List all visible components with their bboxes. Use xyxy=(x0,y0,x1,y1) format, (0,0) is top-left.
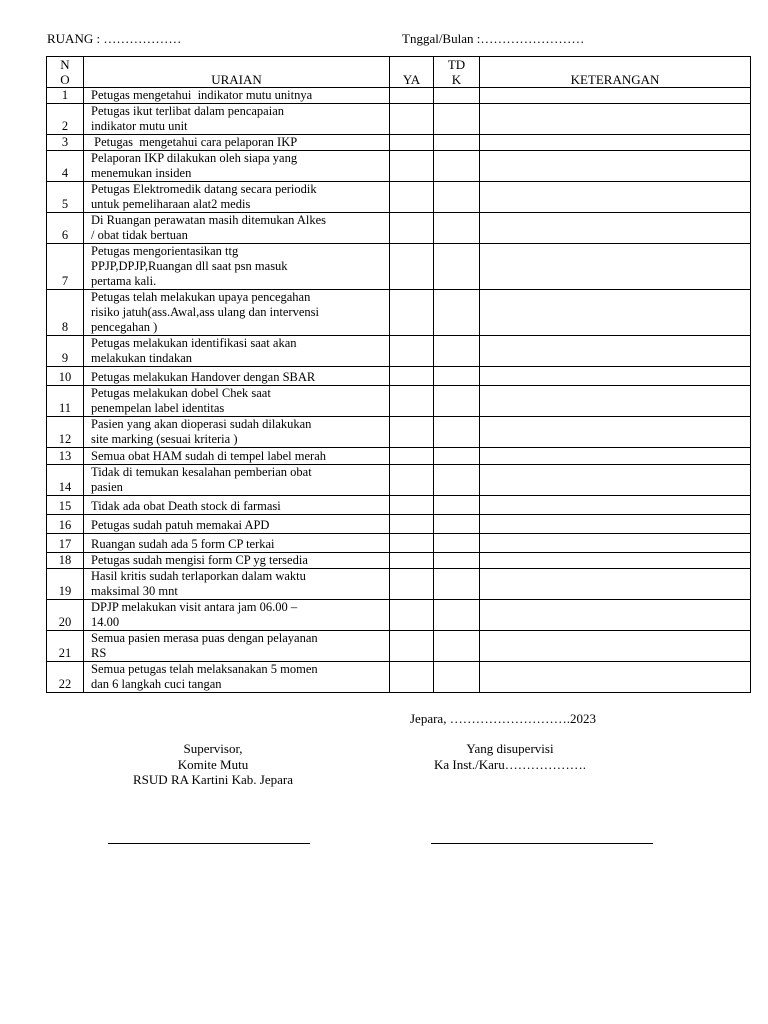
table-row xyxy=(47,104,751,135)
uraian-line: melakukan tindakan xyxy=(91,351,193,365)
uraian-line: Pasien yang akan dioperasi sudah dilakukan xyxy=(91,417,312,431)
row-uraian xyxy=(84,534,390,553)
uraian-line: Petugas melakukan dobel Chek saat xyxy=(91,386,271,400)
table-row xyxy=(47,496,751,515)
uraian-line: Semua petugas telah melaksanakan 5 momen xyxy=(91,662,318,676)
table-row xyxy=(47,515,751,534)
row-uraian xyxy=(84,662,390,693)
row-ya-cell[interactable] xyxy=(390,88,434,104)
uraian-line: Petugas melakukan identifikasi saat akan xyxy=(91,336,297,350)
supervisor-label: Supervisor, xyxy=(183,741,243,756)
row-tdk-cell[interactable] xyxy=(434,662,480,693)
row-ya-cell[interactable] xyxy=(390,182,434,213)
row-ya-cell[interactable] xyxy=(390,448,434,465)
row-tdk-cell[interactable] xyxy=(434,553,480,569)
row-ya-cell[interactable] xyxy=(390,465,434,496)
row-number: 7 xyxy=(47,244,84,290)
row-number: 12 xyxy=(47,417,84,448)
supervised-signature-line xyxy=(431,843,653,844)
uraian-line: Hasil kritis sudah terlaporkan dalam waktu xyxy=(91,569,306,583)
col-tdk-header: TD K xyxy=(434,57,480,88)
uraian-line: pertama kali. xyxy=(91,274,157,288)
table-row xyxy=(47,631,751,662)
row-tdk-cell[interactable] xyxy=(434,336,480,367)
row-tdk-cell[interactable] xyxy=(434,534,480,553)
row-ket-cell[interactable] xyxy=(480,88,751,104)
row-ket-cell[interactable] xyxy=(480,336,751,367)
row-uraian xyxy=(84,336,390,367)
row-tdk-cell[interactable] xyxy=(434,244,480,290)
row-number: 11 xyxy=(47,386,84,417)
table-row xyxy=(47,465,751,496)
row-number: 16 xyxy=(47,515,84,534)
uraian-line: Semua obat HAM sudah di tempel label merah xyxy=(91,449,327,463)
row-ya-cell[interactable] xyxy=(390,569,434,600)
row-tdk-cell[interactable] xyxy=(434,88,480,104)
col-no-header: N O xyxy=(47,57,84,88)
row-ket-cell[interactable] xyxy=(480,569,751,600)
row-uraian xyxy=(84,290,390,336)
table-row xyxy=(47,386,751,417)
row-tdk-cell[interactable] xyxy=(434,213,480,244)
row-ya-cell[interactable] xyxy=(390,135,434,151)
row-number: 21 xyxy=(47,631,84,662)
row-tdk-cell[interactable] xyxy=(434,367,480,386)
row-uraian xyxy=(84,631,390,662)
uraian-line: Pelaporan IKP dilakukan oleh siapa yang xyxy=(91,151,298,165)
supervisor-signature-line xyxy=(108,843,310,844)
row-uraian xyxy=(84,496,390,515)
row-number: 10 xyxy=(47,367,84,386)
row-number: 9 xyxy=(47,336,84,367)
row-tdk-cell[interactable] xyxy=(434,515,480,534)
row-uraian xyxy=(84,367,390,386)
table-row xyxy=(47,417,751,448)
row-ket-cell[interactable] xyxy=(480,367,751,386)
uraian-line: Petugas Elektromedik datang secara periodik xyxy=(91,182,317,196)
uraian-line: Petugas mengetahui indikator mutu unitnya xyxy=(91,88,313,102)
row-ya-cell[interactable] xyxy=(390,244,434,290)
uraian-line: Petugas ikut terlibat dalam pencapaian xyxy=(91,104,284,118)
row-number: 18 xyxy=(47,553,84,569)
uraian-line: Petugas sudah mengisi form CP yg tersedia xyxy=(91,553,308,567)
row-uraian xyxy=(84,600,390,631)
table-row xyxy=(47,182,751,213)
row-number: 14 xyxy=(47,465,84,496)
row-ket-cell[interactable] xyxy=(480,496,751,515)
row-ket-cell[interactable] xyxy=(480,290,751,336)
row-tdk-cell[interactable] xyxy=(434,182,480,213)
uraian-line: 14.00 xyxy=(91,615,120,629)
row-number: 8 xyxy=(47,290,84,336)
table-row xyxy=(47,534,751,553)
row-ket-cell[interactable] xyxy=(480,465,751,496)
row-tdk-cell[interactable] xyxy=(434,496,480,515)
row-number: 19 xyxy=(47,569,84,600)
uraian-line: Ruangan sudah ada 5 form CP terkai xyxy=(91,537,275,551)
col-uraian-header: URAIAN xyxy=(84,57,390,88)
table-row xyxy=(47,336,751,367)
row-uraian xyxy=(84,515,390,534)
row-ket-cell[interactable] xyxy=(480,135,751,151)
row-ket-cell[interactable] xyxy=(480,662,751,693)
row-ya-cell[interactable] xyxy=(390,213,434,244)
uraian-line: RS xyxy=(91,646,107,660)
row-number: 22 xyxy=(47,662,84,693)
uraian-line: Tidak ada obat Death stock di farmasi xyxy=(91,499,281,513)
row-ya-cell[interactable] xyxy=(390,336,434,367)
row-ya-cell[interactable] xyxy=(390,515,434,534)
row-ya-cell[interactable] xyxy=(390,600,434,631)
row-uraian xyxy=(84,386,390,417)
row-tdk-cell[interactable] xyxy=(434,135,480,151)
row-number: 5 xyxy=(47,182,84,213)
row-ket-cell[interactable] xyxy=(480,553,751,569)
row-number: 6 xyxy=(47,213,84,244)
uraian-line: DPJP melakukan visit antara jam 06.00 – xyxy=(91,600,298,614)
row-ya-cell[interactable] xyxy=(390,496,434,515)
uraian-line: Petugas mengetahui cara pelaporan IKP xyxy=(91,135,298,149)
row-tdk-cell[interactable] xyxy=(434,569,480,600)
row-tdk-cell[interactable] xyxy=(434,631,480,662)
table-row xyxy=(47,569,751,600)
row-tdk-cell[interactable] xyxy=(434,290,480,336)
uraian-line: Semua pasien merasa puas dengan pelayanan xyxy=(91,631,318,645)
row-ket-cell[interactable] xyxy=(480,386,751,417)
uraian-line: penempelan label identitas xyxy=(91,401,225,415)
table-header-row xyxy=(47,57,751,88)
supervisor-block xyxy=(113,741,313,788)
uraian-line: pencegahan ) xyxy=(91,320,158,334)
row-uraian xyxy=(84,448,390,465)
row-ket-cell[interactable] xyxy=(480,182,751,213)
uraian-line: untuk pemeliharaan alat2 medis xyxy=(91,197,251,211)
table-row xyxy=(47,290,751,336)
uraian-line: Petugas sudah patuh memakai APD xyxy=(91,518,270,532)
row-ya-cell[interactable] xyxy=(390,662,434,693)
row-ket-cell[interactable] xyxy=(480,151,751,182)
row-ya-cell[interactable] xyxy=(390,367,434,386)
row-uraian xyxy=(84,569,390,600)
table-row xyxy=(47,151,751,182)
table-row xyxy=(47,600,751,631)
row-ya-cell[interactable] xyxy=(390,553,434,569)
checklist-table xyxy=(46,56,751,693)
uraian-line: Petugas melakukan Handover dengan SBAR xyxy=(91,370,316,384)
row-tdk-cell[interactable] xyxy=(434,386,480,417)
row-tdk-cell[interactable] xyxy=(434,448,480,465)
karu-label: Ka Inst./Karu………………. xyxy=(433,756,586,772)
row-uraian xyxy=(84,104,390,135)
row-uraian xyxy=(84,151,390,182)
table-row xyxy=(47,553,751,569)
row-ya-cell[interactable] xyxy=(390,534,434,553)
row-uraian xyxy=(84,135,390,151)
ruang-field: RUANG : ……………… xyxy=(47,31,182,46)
row-ket-cell[interactable] xyxy=(480,104,751,135)
row-ket-cell[interactable] xyxy=(480,631,751,662)
uraian-line: site marking (sesuai kriteria ) xyxy=(91,432,238,446)
uraian-line: pasien xyxy=(91,480,123,494)
table-row xyxy=(47,88,751,104)
col-keterangan-header: KETERANGAN xyxy=(480,57,751,88)
uraian-line: risiko jatuh(ass.Awal,ass ulang dan intervensi xyxy=(91,305,319,319)
row-ya-cell[interactable] xyxy=(390,417,434,448)
row-number: 4 xyxy=(47,151,84,182)
table-row xyxy=(47,213,751,244)
row-number: 20 xyxy=(47,600,84,631)
uraian-line: maksimal 30 mnt xyxy=(91,584,178,598)
row-number: 13 xyxy=(47,448,84,465)
col-ya-header: YA xyxy=(390,57,434,88)
uraian-line: Petugas mengorientasikan ttg xyxy=(91,244,239,258)
table-row xyxy=(47,367,751,386)
uraian-line: dan 6 langkah cuci tangan xyxy=(91,677,222,691)
uraian-line: Tidak di temukan kesalahan pemberian obat xyxy=(91,465,312,479)
uraian-line: / obat tidak bertuan xyxy=(91,228,188,242)
uraian-line: Di Ruangan perawatan masih ditemukan Alkes xyxy=(91,213,327,227)
row-ya-cell[interactable] xyxy=(390,104,434,135)
committee-label: Komite Mutu xyxy=(177,756,249,772)
uraian-line: menemukan insiden xyxy=(91,166,192,180)
row-uraian xyxy=(84,213,390,244)
tanggal-field: Tnggal/Bulan :…………………… xyxy=(402,31,585,46)
table-row xyxy=(47,662,751,693)
row-ya-cell[interactable] xyxy=(390,631,434,662)
uraian-line: Petugas telah melakukan upaya pencegahan xyxy=(91,290,311,304)
row-tdk-cell[interactable] xyxy=(434,600,480,631)
row-uraian xyxy=(84,182,390,213)
row-tdk-cell[interactable] xyxy=(434,465,480,496)
row-number: 1 xyxy=(47,88,84,104)
row-number: 15 xyxy=(47,496,84,515)
table-row xyxy=(47,448,751,465)
row-tdk-cell[interactable] xyxy=(434,104,480,135)
row-ket-cell[interactable] xyxy=(480,213,751,244)
row-uraian xyxy=(84,553,390,569)
row-uraian xyxy=(84,244,390,290)
row-number: 2 xyxy=(47,104,84,135)
row-ket-cell[interactable] xyxy=(480,515,751,534)
row-ket-cell[interactable] xyxy=(480,417,751,448)
uraian-line: indikator mutu unit xyxy=(91,119,188,133)
row-ya-cell[interactable] xyxy=(390,151,434,182)
row-tdk-cell[interactable] xyxy=(434,151,480,182)
row-number: 17 xyxy=(47,534,84,553)
supervised-block xyxy=(400,741,620,772)
row-ket-cell[interactable] xyxy=(480,600,751,631)
row-ya-cell[interactable] xyxy=(390,290,434,336)
row-number: 3 xyxy=(47,135,84,151)
place-date: Jepara, ……………………….2023 xyxy=(410,711,596,726)
table-row xyxy=(47,244,751,290)
row-ket-cell[interactable] xyxy=(480,534,751,553)
uraian-line: PPJP,DPJP,Ruangan dll saat psn masuk xyxy=(91,259,288,273)
row-uraian xyxy=(84,88,390,104)
row-ket-cell[interactable] xyxy=(480,448,751,465)
row-ya-cell[interactable] xyxy=(390,386,434,417)
row-uraian xyxy=(84,417,390,448)
row-tdk-cell[interactable] xyxy=(434,417,480,448)
hospital-label: RSUD RA Kartini Kab. Jepara xyxy=(133,772,293,787)
table-row xyxy=(47,135,751,151)
row-uraian xyxy=(84,465,390,496)
supervised-label: Yang disupervisi xyxy=(466,741,554,756)
row-ket-cell[interactable] xyxy=(480,244,751,290)
